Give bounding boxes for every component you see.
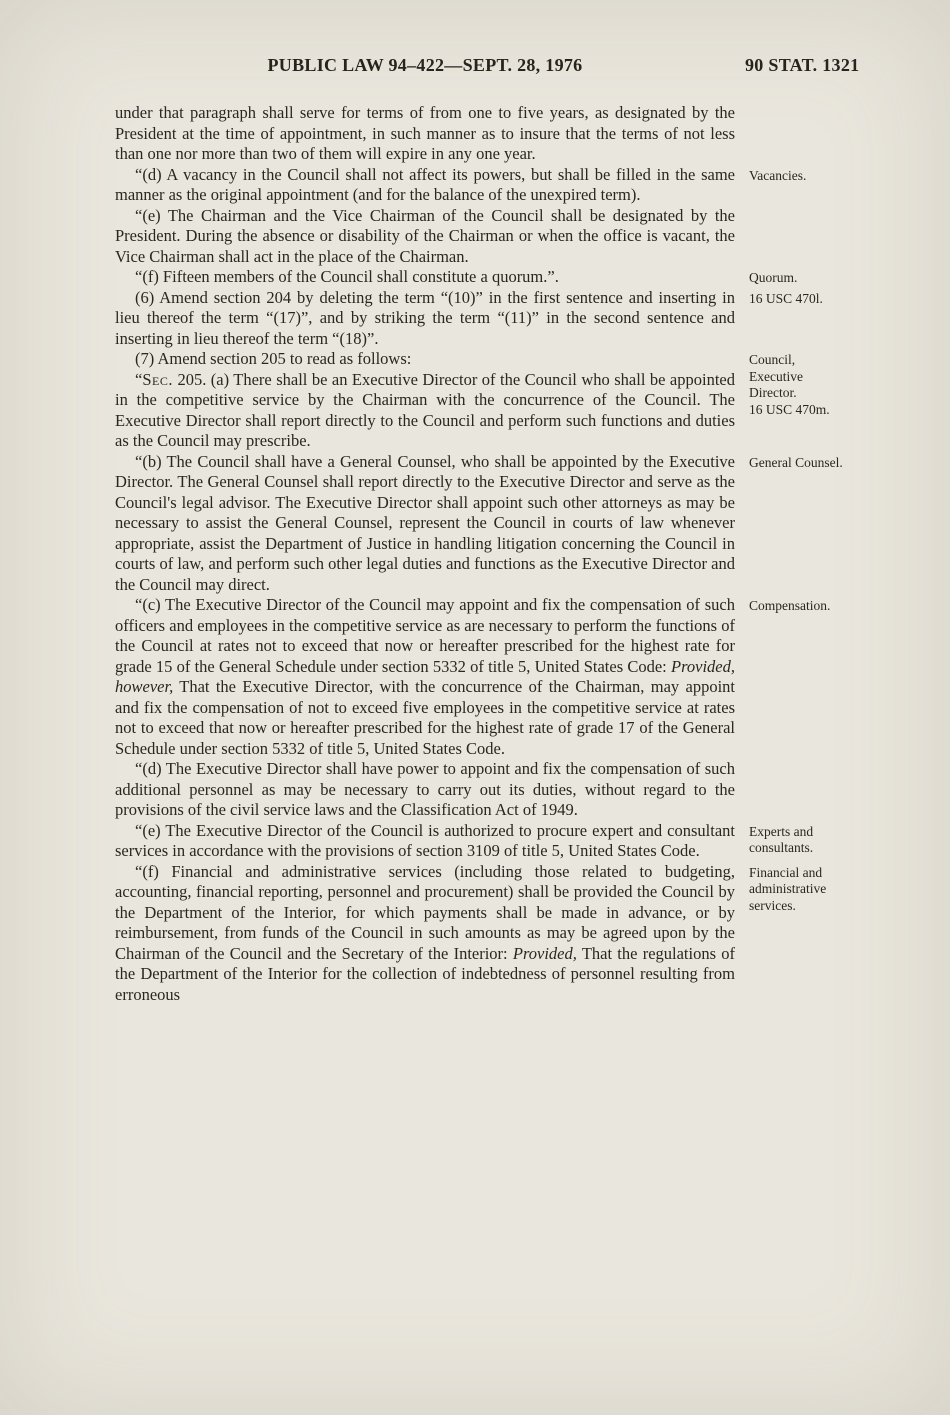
margin-note-line: 16 USC 470l. <box>749 290 823 306</box>
paragraph-text <box>115 821 735 862</box>
paragraph-segment: “(c) The Executive Director of the Council may appoint and fix the compensation of such officers and employees in the competitive service as are necessary to perform the functions of the Council at rates not to exceed that now or hereafter prescribed for the highest rate for grade 15 of the General Schedule under section 5332 of title 5, United States Code: <box>115 595 735 676</box>
margin-note-line: 16 USC 470m. <box>749 401 830 417</box>
paragraph-segment: Provided, however, <box>115 656 735 696</box>
paragraph-segment: Sec. <box>142 369 173 389</box>
paragraph-text <box>115 206 735 268</box>
paragraph-row <box>115 165 920 206</box>
paragraph-segment: “(d) A vacancy in the Council shall not affect its powers, but shall be filled in the same manner as the original appointment (and for the balance of the unexpired term). <box>115 164 735 204</box>
margin-note <box>749 168 919 185</box>
paragraph-text <box>115 759 735 821</box>
paragraph-text <box>115 370 735 452</box>
page-header <box>115 55 920 76</box>
paragraph-segment: (7) Amend section 205 to read as follows: <box>135 349 412 368</box>
margin-note-line: Financial and <box>749 864 823 880</box>
paragraph-row <box>115 862 920 1006</box>
paragraph-row <box>115 821 920 862</box>
paragraph-text <box>115 267 735 288</box>
paragraph-text <box>115 165 735 206</box>
margin-note-line: Executive <box>749 368 803 384</box>
margin-note-line: consultants. <box>749 840 814 855</box>
margin-note <box>749 865 919 915</box>
paragraph-segment: “(d) The Executive Director shall have power to appoint and fix the compensation of such additional personnel as may be necessary to carry out its duties, without regard to the provisions of the civil service laws and the Classification Act of 1949. <box>115 759 735 819</box>
margin-note-line: Vacancies. <box>749 167 807 183</box>
margin-note-line: administrative <box>749 881 827 896</box>
public-law-title: PUBLIC LAW 94–422—SEPT. 28, 1976 <box>267 55 583 75</box>
paragraph-segment: “(f) Financial and administrative services (including those related to budgeting, accounting, financial reporting, personnel and procurement) shall be provided the Council by the Department of the Interior, for which payments shall be made in advance, or by reimbursement, from funds of the Council in such amounts as may be agreed upon by the Chairman of the Council and the Secretary of the Interior: <box>115 861 735 963</box>
margin-note-line: services. <box>749 897 796 913</box>
paragraph-segment: (6) Amend section 204 by deleting the term “(10)” in the first sentence and inserting in lieu thereof the term “(17)”, and by striking the term “(11)” in the second sentence and inserting in lieu thereof the term “(18)”. <box>115 287 735 348</box>
margin-note-line: Director. <box>749 385 797 400</box>
margin-note-line: Experts and <box>749 823 814 839</box>
paragraph-row <box>115 267 920 288</box>
paragraph-row <box>115 370 920 452</box>
paragraph-row <box>115 452 920 596</box>
statute-page-number: 90 STAT. 1321 <box>745 55 860 75</box>
paragraph-text <box>115 452 735 596</box>
paragraph-segment: “ <box>135 369 143 389</box>
paragraph-list <box>115 103 920 1005</box>
paragraph-text <box>115 862 735 1006</box>
paragraph-text <box>115 288 735 350</box>
margin-note-line: Quorum. <box>749 270 798 285</box>
paragraph-text <box>115 595 735 759</box>
paragraph-segment: That the regulations of the Department of the Interior for the collection of indebtedness of personnel resulting from erroneous <box>115 943 735 1004</box>
margin-note-line: Compensation. <box>749 598 831 613</box>
paragraph-row <box>115 759 920 821</box>
paragraph-segment: That the Executive Director, with the concurrence of the Chairman, may appoint and fix the compensation of not to exceed five employees in the competitive service at rates not to exceed that now or hereafter prescribed for the highest rate of grade 17 of the General Schedule under section 5332 of title 5, United States Code. <box>115 677 735 758</box>
margin-note-line: Council, <box>749 352 796 367</box>
paragraph-text <box>115 349 735 370</box>
page-content <box>115 55 920 1005</box>
paragraph-text <box>115 103 735 165</box>
paragraph-row <box>115 206 920 268</box>
paragraph-row <box>115 595 920 759</box>
paragraph-row <box>115 288 920 350</box>
paragraph-segment: “(e) The Executive Director of the Council is authorized to procure expert and consultant services in accordance with the provisions of section 3109 of title 5, United States Code. <box>115 820 735 860</box>
paragraph-segment: Provided, <box>512 943 577 963</box>
margin-note <box>749 598 919 615</box>
paragraph-segment: “(e) The Chairman and the Vice Chairman of the Council shall be designated by the President. During the absence or disability of the Chairman or when the office is vacant, the Vice Chairman shall act in the place of the Chairman. <box>115 205 735 266</box>
margin-note-line: General Counsel. <box>749 454 843 470</box>
margin-note <box>749 455 919 472</box>
paragraph-segment: “(b) The Council shall have a General Counsel, who shall be appointed by the Executive Director. The General Counsel shall report directly to the Executive Director and serve as the Council's legal advisor. The Executive Director shall appoint such other attorneys as may be necessary to assist the General Counsel, represent the Council in courts of law whenever appropriate, assist the Department of Justice in handling litigation concerning the Council in courts of law, and perform such other legal duties and functions as the Executive Director and the Council may direct. <box>115 451 735 594</box>
paragraph-segment: 205. (a) There shall be an Executive Director of the Council who shall be appointed in the competitive service by the Chairman with the concurrence of the Council. The Executive Director shall report directly to the Council and perform such functions and duties as the Council may prescribe. <box>115 369 735 450</box>
margin-note <box>749 270 919 287</box>
margin-note <box>749 291 919 308</box>
margin-note <box>749 824 919 857</box>
paragraph-row <box>115 103 920 165</box>
paragraph-segment: “(f) Fifteen members of the Council shall constitute a quorum.”. <box>135 267 559 286</box>
paragraph-segment: under that paragraph shall serve for terms of from one to five years, as designated by the President at the time of appointment, in such manner as to insure that the terms of not less than one nor more than two of them will expire in any one year. <box>115 103 735 163</box>
